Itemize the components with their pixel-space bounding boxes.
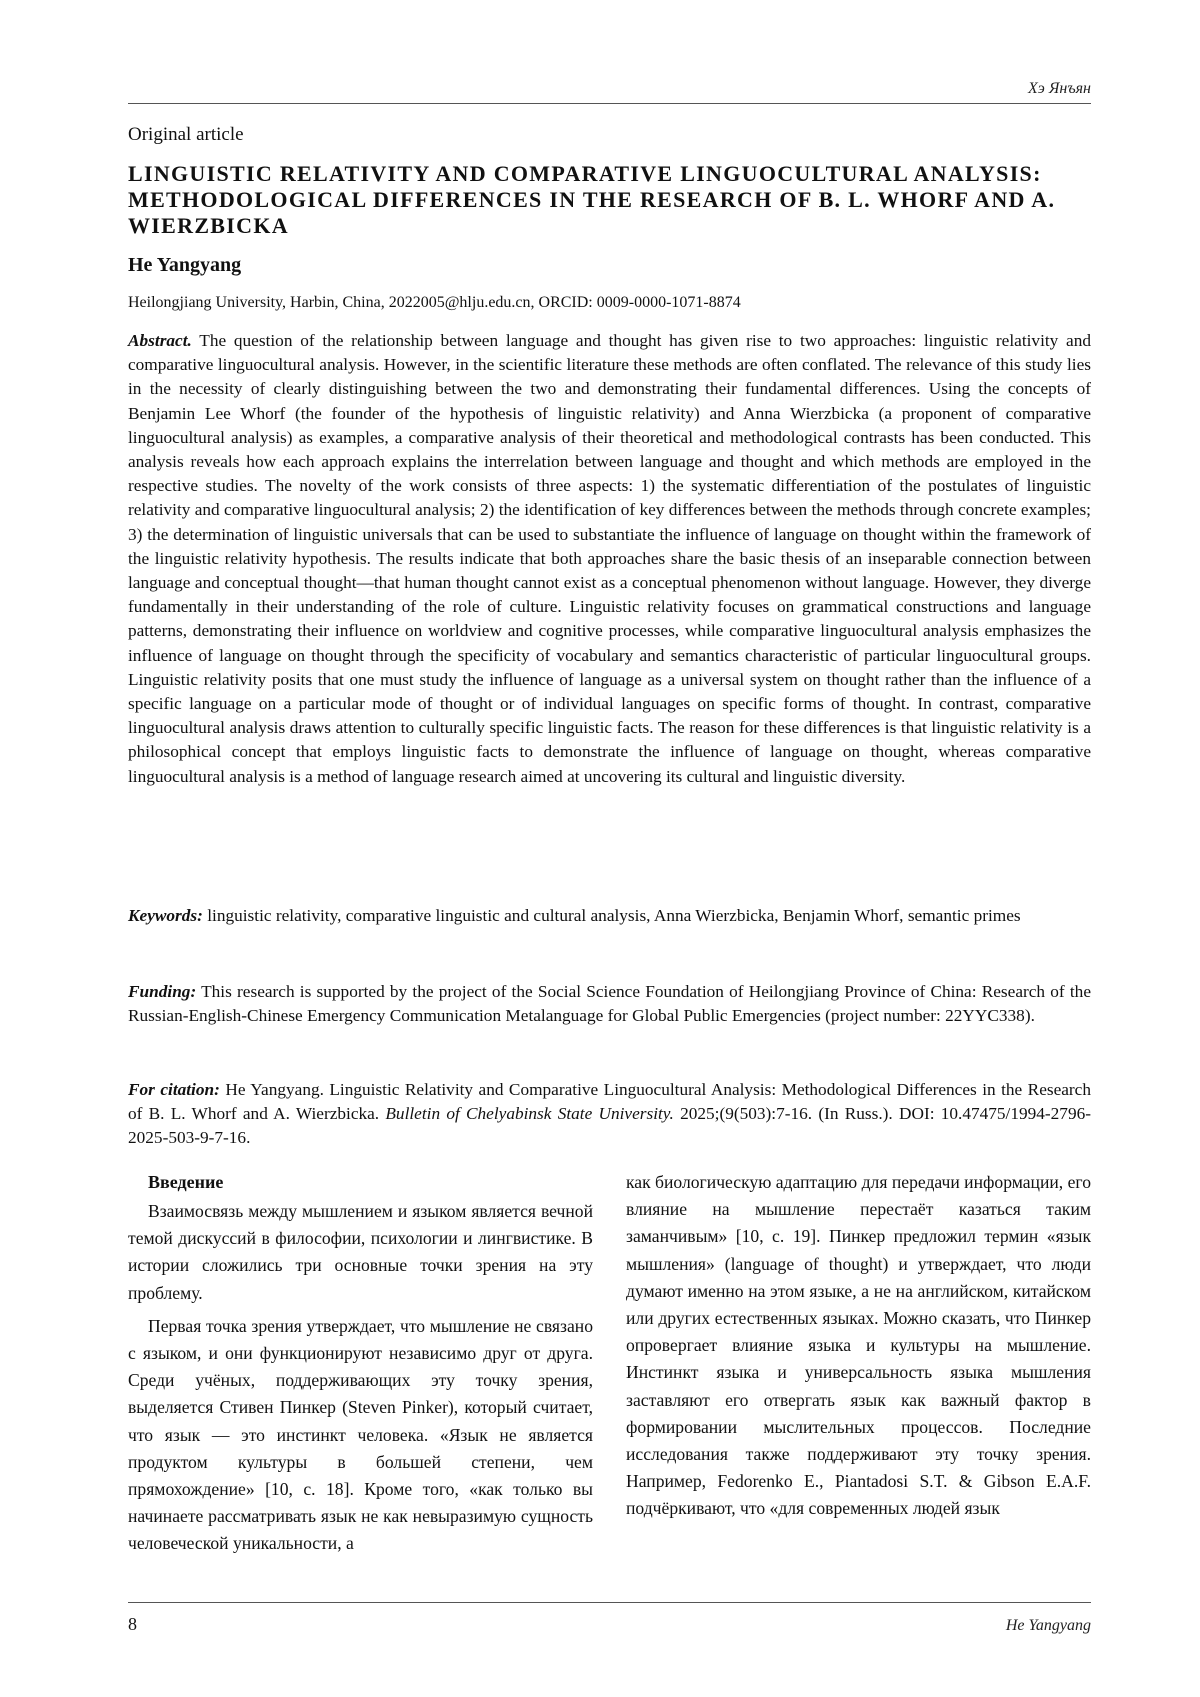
abstract [128, 329, 1091, 789]
keywords [128, 904, 1091, 928]
body-column-left [128, 1169, 593, 1558]
running-head-bottom: He Yangyang [1005, 1617, 1091, 1634]
author-affiliation: Heilongjiang University, Harbin, China, 2022005@hlju.edu.cn, ORCID: 0009-0000-1071-8874 [128, 294, 741, 311]
footer-rule [128, 1602, 1091, 1603]
journal-page [128, 0, 1091, 1697]
header-rule [128, 103, 1091, 104]
citation [128, 1078, 1091, 1150]
body-paragraph: как биологическую адаптацию для передачи информации, его влияние на мышление перестаёт казаться таким заманчивым» [10, с. 19]. Пинкер предложил термин «язык мышления» (language of thought) и утверждает, что люди думают именно на этом языке, а не на английском, китайском или других естественных языках. Можно сказать, что Пинкер опровергает влияние языка и культуры на мышление. Инстинкт языка и универсальность языка мышления заставляют его отвергать язык как важный фактор в формировании мыслительных процессов. Последние исследования также поддерживают эту точку зрения. Например, Fedorenko E., Piantadosi S.T. & Gibson E.A.F. подчёркивают, что «для современных людей язык [626, 1172, 1091, 1519]
funding-label: Funding: [128, 982, 197, 1001]
running-head-top: Хэ Янъян [1028, 80, 1091, 97]
citation-text-1: He Yangyang. Linguistic Relativity and Comparative Linguocultural Analysis: Methodological Differences in the Research of B. L. Whorf and A. Wierzbicka. [128, 1080, 1091, 1123]
abstract-text: The question of the relationship between language and thought has given rise to two approaches: linguistic relativity and comparative linguocultural analysis. However, in the scientific literature these methods are often conflated. The relevance of this study lies in the necessity of clearly distinguishing between the two and demonstrating their fundamental differences. Using the concepts of Benjamin Lee Whorf (the founder of the hypothesis of linguistic relativity) and Anna Wierzbicka (a proponent of comparative linguocultural analysis) as examples, a comparative analysis of their theoretical and methodological contrasts has been conducted. This analysis reveals how each approach explains the interrelation between language and thought and which methods are employed in the respective studies. The novelty of the work consists of three aspects: 1) the systematic differentiation of the postulates of linguistic relativity and comparative linguocultural analysis; 2) the identification of key differences between the methods through concrete examples; 3) the determination of linguistic universals that can be used to substantiate the influence of language on thought within the framework of the linguistic relativity hypothesis. The results indicate that both approaches share the basic thesis of an inseparable connection between language and conceptual thought—that human thought cannot exist as a conceptual phenomenon without language. However, they diverge fundamentally in their understanding of the role of culture. Linguistic relativity focuses on grammatical constructions and language patterns, demonstrating their influence on worldview and cognitive processes, while comparative linguocultural analysis emphasizes the influence of language on thought through the specificity of vocabulary and semantics characteristic of particular linguocultural groups. Linguistic relativity posits that one must study the influence of language as a universal system on thought rather than the influence of a specific language on a particular mode of thought or of individual languages on specific forms of thought. In contrast, comparative linguocultural analysis draws attention to culturally specific linguistic facts. The reason for these differences is that linguistic relativity is a philosophical concept that employs linguistic facts to demonstrate the influence of language on thought, whereas comparative linguocultural analysis is a method of language research aimed at uncovering its cultural and linguistic diversity. [128, 331, 1091, 786]
page-number: 8 [128, 1614, 137, 1634]
body-paragraph: Взаимосвязь между мышлением и языком является вечной темой дискуссий в философии, психологии и лингвистике. В истории сложились три основные точки зрения на эту проблему. [128, 1201, 593, 1303]
keywords-text: linguistic relativity, comparative linguistic and cultural analysis, Anna Wierzbicka, Benjamin Whorf, semantic primes [207, 906, 1021, 925]
citation-label: For citation: [128, 1080, 220, 1099]
body-column-right [626, 1169, 1091, 1523]
abstract-label: Abstract. [128, 331, 192, 350]
section-heading: Введение [148, 1172, 224, 1192]
article-type: Original article [128, 124, 244, 145]
citation-journal: Bulletin of Chelyabinsk State University. [385, 1104, 674, 1123]
funding-text: This research is supported by the project of the Social Science Foundation of Heilongjiang Province of China: Research of the Russian-English-Chinese Emergency Communication Metalanguage for Global Public Emergencies (project number: 22YYC338). [128, 982, 1091, 1025]
article-title: LINGUISTIC RELATIVITY AND COMPARATIVE LINGUOCULTURAL ANALYSIS: METHODOLOGICAL DIFFERENCES IN THE RESEARCH OF B. L. WHORF AND A. WIERZBICKA [128, 161, 1056, 238]
body-paragraph: Первая точка зрения утверждает, что мышление не связано с языком, и они функционируют независимо друг от друга. Среди учёных, поддерживающих эту точку зрения, выделяется Стивен Пинкер (Steven Pinker), который считает, что язык — это инстинкт человека. «Язык не является продуктом культуры в большей степени, чем прямохождение» [10, с. 18]. Кроме того, «как только вы начинаете рассматривать язык не как невыразимую сущность человеческой уникальности, а [128, 1315, 593, 1554]
keywords-label: Keywords: [128, 906, 203, 925]
citation-text-2: 2025;(9(503):7-16. (In Russ.). DOI: 10.47475/1994-2796-2025-503-9-7-16. [128, 1104, 1091, 1147]
funding [128, 980, 1091, 1028]
author-name: He Yangyang [128, 254, 242, 276]
